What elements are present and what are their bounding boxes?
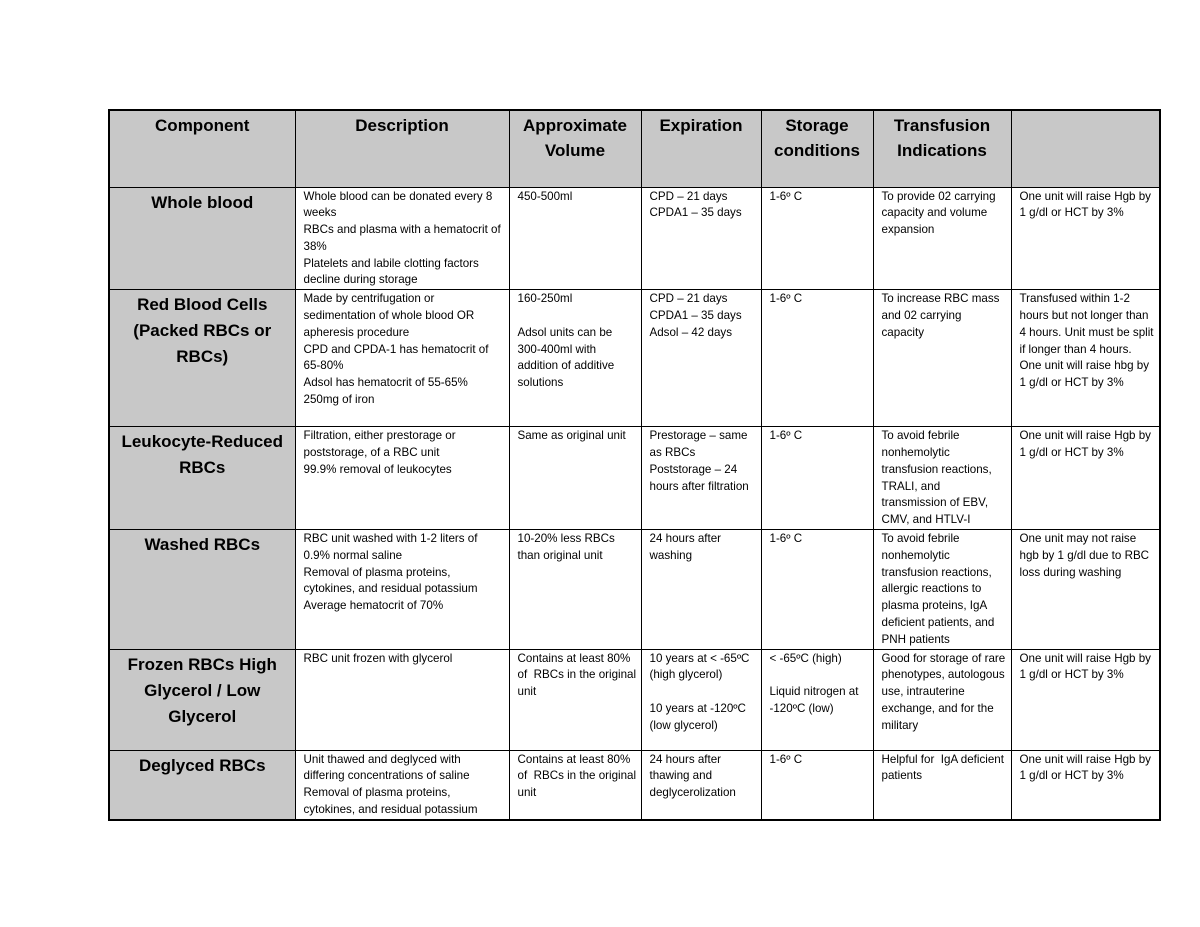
cell-line: Transfused within 1-2 hours but not longer than 4 hours. Unit must be split if longer than 4 hours.	[1019, 292, 1157, 356]
indications-cell	[873, 750, 1011, 820]
cell-line: 450-500ml	[517, 189, 573, 203]
cell-line: 10 years at -120ºC (low glycerol)	[649, 702, 750, 732]
expiration-cell	[641, 427, 761, 530]
cell-line: Removal of plasma proteins, cytokines, and residual potassium	[303, 565, 478, 596]
cell-line: To avoid febrile nonhemolytic transfusion reactions, TRALI, and transmission of EBV, CMV, and HTLV-I	[881, 429, 995, 527]
indications-cell	[873, 187, 1011, 290]
cell-line: To provide 02 carrying capacity and volume expansion	[881, 189, 999, 237]
header-indications	[873, 110, 1011, 187]
cell-line: Liquid nitrogen at -120ºC (low)	[769, 685, 862, 716]
volume-cell	[509, 649, 641, 750]
cell-line: Contains at least 80% of RBCs in the original unit	[517, 752, 640, 800]
cell-line: Same as original unit	[517, 429, 626, 443]
storage-cell	[761, 750, 873, 820]
cell-line: 24 hours after washing	[649, 532, 725, 562]
cell-line: Helpful for IgA deficient patients	[881, 752, 1008, 783]
storage-cell	[761, 187, 873, 290]
component-name: Washed RBCs	[109, 530, 295, 650]
cell-line: One unit may not raise hgb by 1 g/dl due to RBC loss during washing	[1019, 532, 1153, 579]
cell-line: 1-6º C	[769, 752, 803, 766]
component-name: Whole blood	[109, 187, 295, 290]
storage-cell	[761, 290, 873, 427]
expiration-cell	[641, 750, 761, 820]
volume-cell	[509, 427, 641, 530]
cell-line: One unit will raise hbg by 1 g/dl or HCT by 3%	[1019, 359, 1153, 390]
notes-cell	[1011, 187, 1160, 290]
cell-line: One unit will raise Hgb by 1 g/dl or HCT by 3%	[1019, 651, 1155, 682]
cell-line: Removal of plasma proteins, cytokines, and residual potassium	[303, 786, 478, 817]
cell-line: CPDA1 – 35 days	[649, 206, 742, 220]
indications-cell	[873, 649, 1011, 750]
cell-line: Whole blood can be donated every 8 weeks	[303, 189, 496, 220]
blood-components-table	[108, 109, 1161, 821]
cell-line: Adsol has hematocrit of 55-65%	[303, 376, 468, 390]
component-name: Deglyced RBCs	[109, 750, 295, 820]
header-volume-text: Approximate Volume	[523, 116, 627, 160]
header-volume	[509, 110, 641, 187]
cell-line: One unit will raise Hgb by 1 g/dl or HCT by 3%	[1019, 429, 1155, 460]
cell-line: CPDA1 – 35 days	[649, 309, 742, 323]
description-cell	[295, 427, 509, 530]
expiration-cell	[641, 530, 761, 650]
cell-line: CPD – 21 days	[649, 292, 728, 306]
cell-line: 1-6º C	[769, 532, 803, 546]
cell-line: 24 hours after thawing and deglycerolization	[649, 752, 736, 800]
table-body	[109, 187, 1160, 820]
table-row	[109, 290, 1160, 427]
notes-cell	[1011, 750, 1160, 820]
volume-cell	[509, 530, 641, 650]
cell-line: 99.9% removal of leukocytes	[303, 462, 452, 476]
volume-cell	[509, 750, 641, 820]
cell-line: 1-6º C	[769, 292, 803, 306]
cell-line: RBCs and plasma with a hematocrit of 38%	[303, 223, 504, 253]
table-header	[109, 110, 1160, 187]
cell-line: One unit will raise Hgb by 1 g/dl or HCT by 3%	[1019, 752, 1155, 783]
cell-line: To increase RBC mass and 02 carrying capacity	[881, 292, 1003, 339]
cell-line: 250mg of iron	[303, 393, 375, 407]
table-row	[109, 427, 1160, 530]
cell-line: CPD and CPDA-1 has hematocrit of 65-80%	[303, 342, 492, 373]
indications-cell	[873, 290, 1011, 427]
header-description: Description	[295, 110, 509, 187]
cell-line: Average hematocrit of 70%	[303, 599, 444, 613]
header-component: Component	[109, 110, 295, 187]
cell-line: 10-20% less RBCs than original unit	[517, 532, 619, 562]
storage-cell	[761, 649, 873, 750]
cell-line: Unit thawed and deglyced with differing concentrations of saline	[303, 752, 470, 783]
cell-line: Poststorage – 24 hours after filtration	[649, 462, 749, 493]
table-row	[109, 750, 1160, 820]
header-storage	[761, 110, 873, 187]
description-cell	[295, 290, 509, 427]
cell-line: 1-6º C	[769, 429, 803, 443]
indications-cell	[873, 530, 1011, 650]
cell-line: RBC unit frozen with glycerol	[303, 651, 453, 665]
cell-line: Adsol units can be 300-400ml with addition of additive solutions	[517, 325, 618, 390]
notes-cell	[1011, 290, 1160, 427]
cell-line: Platelets and labile clotting factors decline during storage	[303, 256, 483, 287]
cell-line	[518, 308, 637, 325]
notes-cell	[1011, 530, 1160, 650]
notes-cell	[1011, 649, 1160, 750]
cell-line: RBC unit washed with 1-2 liters of 0.9% normal saline	[303, 532, 481, 562]
cell-line: < -65ºC (high)	[769, 651, 842, 665]
description-cell	[295, 649, 509, 750]
cell-line: CPD – 21 days	[649, 189, 728, 203]
description-cell	[295, 530, 509, 650]
cell-line: Filtration, either prestorage or poststorage, of a RBC unit	[303, 429, 459, 460]
header-notes	[1011, 110, 1160, 187]
storage-cell	[761, 427, 873, 530]
header-indications-text: Transfusion Indications	[893, 116, 991, 160]
volume-cell	[509, 187, 641, 290]
header-expiration: Expiration	[641, 110, 761, 187]
cell-line: Prestorage – same as RBCs	[649, 429, 751, 460]
cell-line: Adsol – 42 days	[649, 325, 732, 339]
cell-line	[650, 684, 757, 701]
cell-line	[770, 667, 869, 684]
description-cell	[295, 187, 509, 290]
description-cell	[295, 750, 509, 820]
cell-line: 1-6º C	[769, 189, 803, 203]
volume-cell	[509, 290, 641, 427]
table-row	[109, 187, 1160, 290]
cell-line: 10 years at < -65ºC (high glycerol)	[649, 651, 753, 682]
header-storage-text: Storage conditions	[774, 116, 860, 160]
table-row	[109, 530, 1160, 650]
cell-line: To avoid febrile nonhemolytic transfusion reactions, allergic reactions to plasma proteins, IgA deficient patients, and PNH patients	[881, 532, 998, 646]
expiration-cell	[641, 187, 761, 290]
component-name: Leukocyte-Reduced RBCs	[109, 427, 295, 530]
storage-cell	[761, 530, 873, 650]
cell-line: Good for storage of rare phenotypes, autologous use, intrauterine exchange, and for the military	[881, 651, 1009, 732]
expiration-cell	[641, 649, 761, 750]
header-row	[109, 110, 1160, 187]
expiration-cell	[641, 290, 761, 427]
table-row	[109, 649, 1160, 750]
component-name: Frozen RBCs High Glycerol / Low Glycerol	[109, 649, 295, 750]
cell-line: One unit will raise Hgb by 1 g/dl or HCT by 3%	[1019, 189, 1155, 220]
indications-cell	[873, 427, 1011, 530]
notes-cell	[1011, 427, 1160, 530]
component-name: Red Blood Cells (Packed RBCs or RBCs)	[109, 290, 295, 427]
cell-line: 160-250ml	[517, 292, 573, 306]
cell-line: Made by centrifugation or sedimentation of whole blood OR apheresis procedure	[303, 292, 478, 339]
cell-line: Contains at least 80% of RBCs in the original unit	[517, 651, 640, 699]
